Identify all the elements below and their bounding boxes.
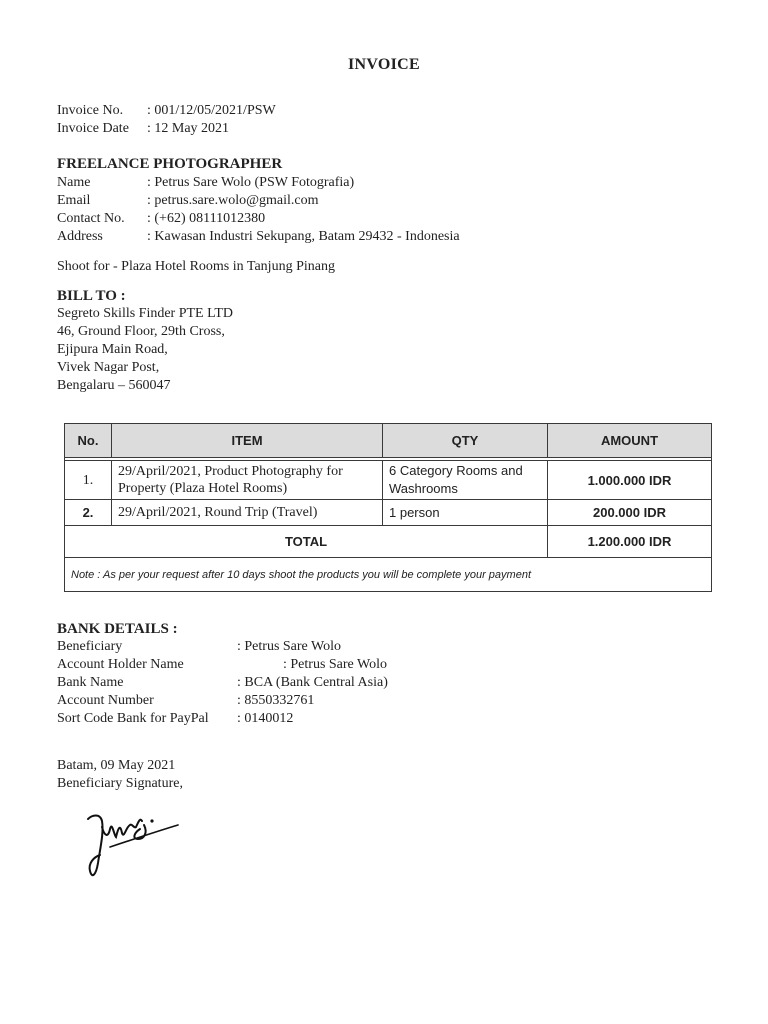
bank-holder-value: : Petrus Sare Wolo xyxy=(283,657,387,672)
bill-to-line: Ejipura Main Road, xyxy=(57,342,168,357)
total-value: 1.200.000 IDR xyxy=(548,526,712,558)
total-row xyxy=(65,526,712,558)
place-date: Batam, 09 May 2021 xyxy=(57,758,176,773)
header-no: No. xyxy=(65,424,112,458)
bank-name-row xyxy=(57,674,388,692)
invoice-title: INVOICE xyxy=(347,56,420,73)
bank-sort-label: Sort Code Bank for PayPal xyxy=(57,711,209,726)
signature-dot xyxy=(150,819,153,822)
header-amount: AMOUNT xyxy=(548,424,712,458)
row-no: 2. xyxy=(65,500,112,526)
photographer-email-value: : petrus.sare.wolo@gmail.com xyxy=(147,193,319,208)
bank-sort-value: : 0140012 xyxy=(237,711,294,726)
header-item: ITEM xyxy=(112,424,383,458)
bill-to-line: Segreto Skills Finder PTE LTD xyxy=(57,306,234,321)
bank-holder-label: Account Holder Name xyxy=(57,657,184,672)
table-header-row xyxy=(65,424,712,458)
bank-beneficiary-label: Beneficiary xyxy=(57,639,123,654)
photographer-email-row xyxy=(57,192,319,210)
bank-name-value: : BCA (Bank Central Asia) xyxy=(237,675,388,690)
invoice-date-row xyxy=(57,120,229,138)
bank-account-row xyxy=(57,692,314,710)
bill-to-line: 46, Ground Floor, 29th Cross, xyxy=(57,324,225,339)
row-amount: 200.000 IDR xyxy=(548,500,712,526)
photographer-address-value: : Kawasan Industri Sekupang, Batam 29432 - Indonesia xyxy=(147,229,460,244)
invoice-number-row xyxy=(57,102,276,120)
photographer-contact-value: : (+62) 08111012380 xyxy=(147,211,266,226)
shoot-description: Shoot for - Plaza Hotel Rooms in Tanjung Pinang xyxy=(57,259,335,274)
bill-to-line: Bengalaru – 560047 xyxy=(57,378,171,393)
photographer-name-label: Name xyxy=(57,175,91,190)
table-row xyxy=(65,461,712,500)
photographer-address-label: Address xyxy=(57,229,103,244)
photographer-heading: FREELANCE PHOTOGRAPHER xyxy=(57,156,283,172)
note-row xyxy=(65,558,712,592)
invoice-date-value: : 12 May 2021 xyxy=(147,121,230,136)
invoice-items-table xyxy=(64,423,712,592)
total-label: TOTAL xyxy=(65,526,548,558)
header-qty: QTY xyxy=(383,424,548,458)
photographer-name-value: : Petrus Sare Wolo (PSW Fotografia) xyxy=(147,175,355,190)
photographer-contact-label: Contact No. xyxy=(57,211,125,226)
row-amount: 1.000.000 IDR xyxy=(548,461,712,500)
invoice-date-label: Invoice Date xyxy=(57,121,129,136)
bill-to-line: Vivek Nagar Post, xyxy=(57,360,160,375)
bank-beneficiary-value: : Petrus Sare Wolo xyxy=(237,639,341,654)
bank-name-label: Bank Name xyxy=(57,675,124,690)
handwritten-signature xyxy=(78,805,188,885)
payment-note: Note : As per your request after 10 days shoot the products you will be complete your payment xyxy=(65,558,712,592)
photographer-email-label: Email xyxy=(57,193,91,208)
table-row xyxy=(65,500,712,526)
photographer-address-row xyxy=(57,228,460,246)
bank-details-heading: BANK DETAILS : xyxy=(57,621,178,637)
bank-holder-row xyxy=(57,656,387,674)
bill-to-heading: BILL TO : xyxy=(57,288,126,304)
row-no: 1. xyxy=(65,461,112,500)
invoice-number-value: : 001/12/05/2021/PSW xyxy=(147,103,276,118)
photographer-contact-row xyxy=(57,210,265,228)
bank-sort-row xyxy=(57,710,293,728)
row-item: 29/April/2021, Product Photography for Property (Plaza Hotel Rooms) xyxy=(112,461,383,500)
row-qty: 6 Category Rooms and Washrooms xyxy=(383,461,548,500)
signature-stroke xyxy=(102,820,142,837)
signature-label: Beneficiary Signature, xyxy=(57,776,183,791)
signature-stroke xyxy=(88,816,103,876)
bank-account-label: Account Number xyxy=(57,693,154,708)
row-qty: 1 person xyxy=(383,500,548,526)
invoice-number-label: Invoice No. xyxy=(57,103,124,118)
bank-beneficiary-row xyxy=(57,638,341,656)
photographer-name-row xyxy=(57,174,354,192)
bank-account-value: : 8550332761 xyxy=(237,693,315,708)
row-item: 29/April/2021, Round Trip (Travel) xyxy=(112,500,383,526)
